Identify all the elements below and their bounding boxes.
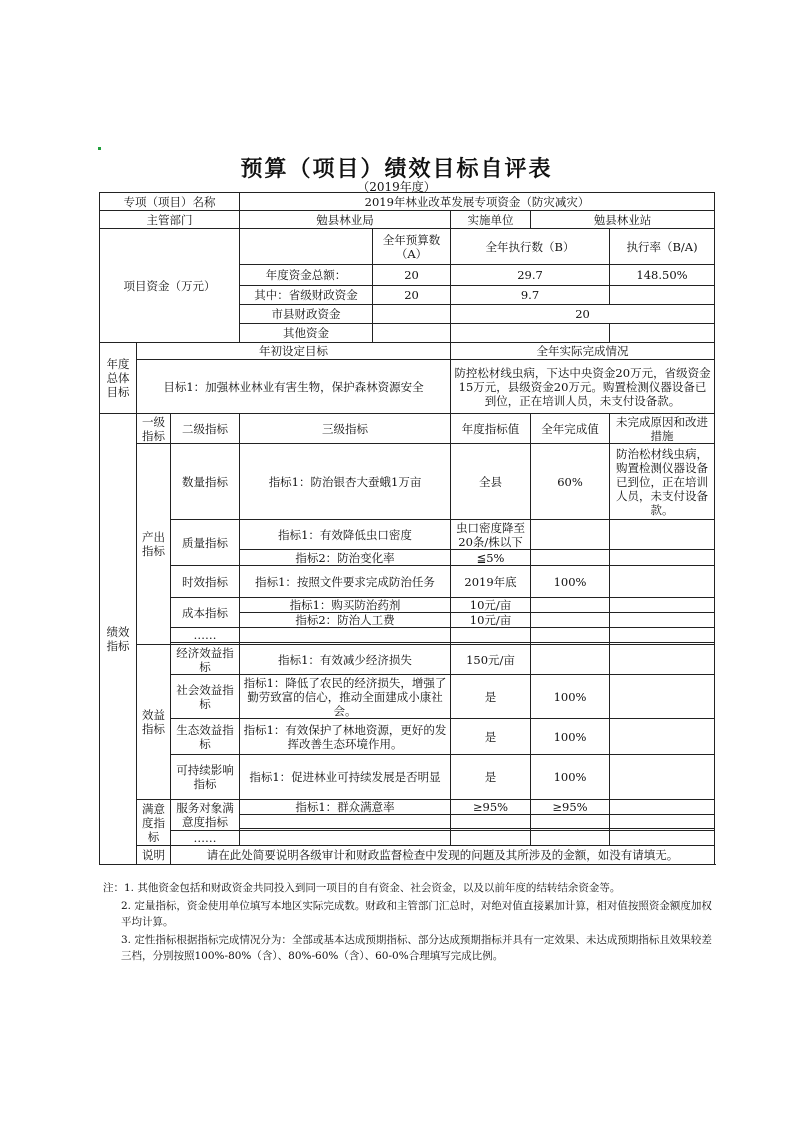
perf-h1: 一级指标 bbox=[137, 414, 171, 444]
table-row bbox=[100, 520, 715, 550]
quality-label: 质量指标 bbox=[171, 520, 240, 566]
goal-done-text: 防控松材线虫病，下达中央资金20万元，省级资金15万元，县级资金20万元。购置检测仪器设备已到位，正在培训人员，未支付设备款。 bbox=[451, 360, 715, 414]
funds-row-rate bbox=[610, 324, 715, 343]
econ-label: 经济效益指标 bbox=[171, 645, 240, 675]
funds-col-budget: 全年预算数（A） bbox=[373, 229, 451, 265]
funds-row-label: 其他资金 bbox=[240, 324, 373, 343]
dept-value: 勉县林业局 bbox=[240, 211, 451, 229]
time-item: 指标1：按照文件要求完成防治任务 bbox=[240, 566, 451, 598]
econ-target: 150元/亩 bbox=[451, 645, 531, 675]
cost-label: 成本指标 bbox=[171, 598, 240, 628]
project-name: 2019年林业改革发展专项资金（防灾减灾） bbox=[240, 193, 715, 211]
goal-row bbox=[100, 360, 715, 414]
table-row bbox=[100, 831, 715, 846]
cost-item-2: 指标2：防治人工费 bbox=[240, 613, 451, 628]
table-row bbox=[100, 755, 715, 800]
benefit-label: 效益指标 bbox=[137, 645, 171, 800]
output-label: 产出指标 bbox=[137, 444, 171, 645]
impl-label: 实施单位 bbox=[451, 211, 531, 229]
sustain-target: 是 bbox=[451, 755, 531, 800]
social-item: 指标1：降低了农民的经济损失，增强了勤劳致富的信心，推动全面建成小康社会。 bbox=[240, 675, 451, 719]
cost-target-2: 10元/亩 bbox=[451, 613, 531, 628]
goal-header-row bbox=[100, 343, 715, 360]
eco-actual: 100% bbox=[531, 719, 610, 755]
perf-header-row bbox=[100, 414, 715, 444]
cost-target-1: 10元/亩 bbox=[451, 598, 531, 613]
quantity-target: 全县 bbox=[451, 444, 531, 520]
remark-label: 说明 bbox=[137, 846, 171, 865]
table-row bbox=[100, 675, 715, 719]
satisfaction-label: 满意度指标 bbox=[137, 800, 171, 846]
output-more: …… bbox=[171, 628, 240, 643]
eco-item: 指标1：有效保护了林地资源，更好的发挥改善生态环境作用。 bbox=[240, 719, 451, 755]
perf-h4: 年度指标值 bbox=[451, 414, 531, 444]
econ-item: 指标1：有效减少经济损失 bbox=[240, 645, 451, 675]
time-actual: 100% bbox=[531, 566, 610, 598]
funds-row-exec: 20 bbox=[451, 305, 715, 324]
time-target: 2019年底 bbox=[451, 566, 531, 598]
quality-item-1: 指标1：有效降低虫口密度 bbox=[240, 520, 451, 550]
cost-item-1: 指标1：购买防治药剂 bbox=[240, 598, 451, 613]
remark-text: 请在此处简要说明各级审计和财政监督检查中发现的问题及其所涉及的金额，如没有请填无。 bbox=[171, 846, 715, 865]
quantity-reason: 防治松材线虫病，购置检测仪器设备已到位，正在培训人员，未支付设备款。 bbox=[610, 444, 715, 520]
funds-row-budget: 20 bbox=[373, 286, 451, 305]
goal-done-header: 全年实际完成情况 bbox=[451, 343, 715, 360]
funds-row-exec bbox=[451, 324, 610, 343]
page-subtitle: （2019年度） bbox=[357, 180, 436, 194]
satisfaction-item: 指标1：群众满意率 bbox=[240, 800, 451, 815]
funds-row-budget: 20 bbox=[373, 265, 451, 286]
goal-label: 年度总体目标 bbox=[100, 343, 137, 414]
quantity-item: 指标1：防治银杏大蚕蛾1万亩 bbox=[240, 444, 451, 520]
satisfaction-actual: ≥95% bbox=[531, 800, 610, 815]
evaluation-table bbox=[99, 192, 715, 865]
sustain-item: 指标1：促进林业可持续发展是否明显 bbox=[240, 755, 451, 800]
remark-row bbox=[100, 846, 715, 865]
eco-label: 生态效益指标 bbox=[171, 719, 240, 755]
satisfaction-more: …… bbox=[171, 831, 240, 846]
notes bbox=[103, 880, 715, 966]
funds-row-exec: 29.7 bbox=[451, 265, 610, 286]
quantity-label: 数量指标 bbox=[171, 444, 240, 520]
satisfaction-target: ≥95% bbox=[451, 800, 531, 815]
corner-marker bbox=[98, 147, 101, 150]
page-title: 预算（项目）绩效目标自评表 bbox=[240, 156, 553, 182]
funds-row-budget bbox=[373, 324, 451, 343]
quantity-actual: 60% bbox=[531, 444, 610, 520]
social-actual: 100% bbox=[531, 675, 610, 719]
project-row bbox=[100, 193, 715, 211]
quality-target-1: 虫口密度降至20条/株以下 bbox=[451, 520, 531, 550]
funds-row-rate: 148.50% bbox=[610, 265, 715, 286]
note-item: 注：1. 其他资金包括和财政资金共同投入到同一项目的自有资金、社会资金，以及以前年度的结转结余资金等。 bbox=[103, 882, 621, 894]
perf-h6: 未完成原因和改进措施 bbox=[610, 414, 715, 444]
sustain-label: 可持续影响指标 bbox=[171, 755, 240, 800]
perf-label: 绩效指标 bbox=[100, 414, 137, 865]
perf-h3: 三级指标 bbox=[240, 414, 451, 444]
note-item: 2. 定量指标，资金使用单位填写本地区实际完成数。财政和主管部门汇总时，对绝对值直接累加计算，相对值按照资金额度加权平均计算。 bbox=[121, 900, 712, 928]
funds-row-label: 年度资金总额： bbox=[240, 265, 373, 286]
dept-row bbox=[100, 211, 715, 229]
table-row bbox=[100, 444, 715, 520]
social-label: 社会效益指标 bbox=[171, 675, 240, 719]
satisfaction-sub: 服务对象满意度指标 bbox=[171, 800, 240, 831]
sustain-actual: 100% bbox=[531, 755, 610, 800]
goal-set-text: 目标1：加强林业林业有害生物，保护森林资源安全 bbox=[137, 360, 451, 414]
perf-h2: 二级指标 bbox=[171, 414, 240, 444]
time-label: 时效指标 bbox=[171, 566, 240, 598]
table-row bbox=[100, 719, 715, 755]
funds-label: 项目资金（万元） bbox=[100, 229, 240, 343]
project-label: 专项（项目）名称 bbox=[100, 193, 240, 211]
funds-row-rate bbox=[610, 286, 715, 305]
perf-h5: 全年完成值 bbox=[531, 414, 610, 444]
social-target: 是 bbox=[451, 675, 531, 719]
funds-row-label: 其中：省级财政资金 bbox=[240, 286, 373, 305]
eco-target: 是 bbox=[451, 719, 531, 755]
funds-header-row bbox=[100, 229, 715, 265]
table-row bbox=[100, 628, 715, 643]
impl-value: 勉县林业站 bbox=[531, 211, 715, 229]
table-row bbox=[100, 598, 715, 613]
funds-row-exec: 9.7 bbox=[451, 286, 610, 305]
funds-col-exec: 全年执行数（B） bbox=[451, 229, 610, 265]
quality-target-2: ≦5% bbox=[451, 550, 531, 566]
table-row bbox=[100, 566, 715, 598]
table-row bbox=[100, 645, 715, 675]
goal-set-header: 年初设定目标 bbox=[137, 343, 451, 360]
table-row bbox=[100, 800, 715, 815]
funds-col-rate: 执行率（B/A) bbox=[610, 229, 715, 265]
note-item: 3. 定性指标根据指标完成情况分为：全部或基本达成预期指标、部分达成预期指标并具有一定效果、未达成预期指标且效果较差三档，分别按照100%-80%（含）、80%-60%（含）、60-0%合理填写完成比例。 bbox=[121, 934, 712, 962]
funds-row-label: 市县财政资金 bbox=[240, 305, 373, 324]
quality-item-2: 指标2：防治变化率 bbox=[240, 550, 451, 566]
dept-label: 主管部门 bbox=[100, 211, 240, 229]
funds-row-budget bbox=[373, 305, 451, 324]
